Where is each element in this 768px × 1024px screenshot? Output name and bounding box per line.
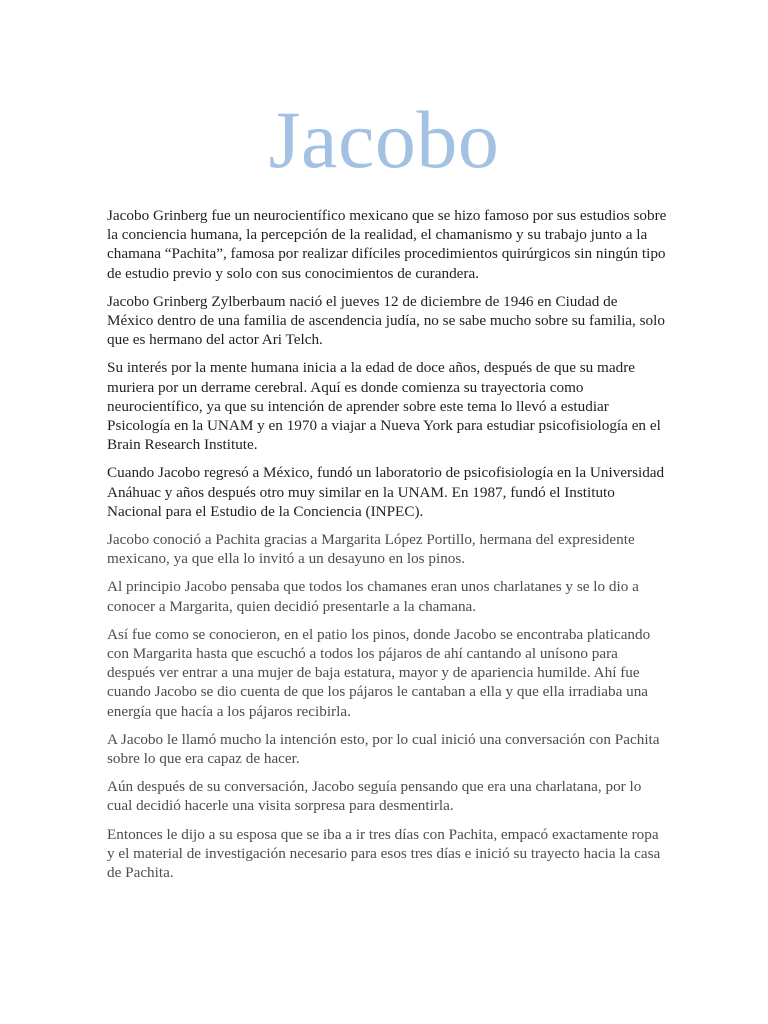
paragraph-birth: Jacobo Grinberg Zylberbaum nació el jueves 12 de diciembre de 1946 en Ciudad de México dentro de una familia de ascendencia judía, no se sabe mucho sobre su familia, solo que es hermano del actor Ari Telch. bbox=[107, 292, 665, 349]
paragraph-journey: Entonces le dijo a su esposa que se iba a ir tres días con Pachita, empacó exactamente ropa y el material de investigación necesario para esos tres días e inició su trayecto hacia la casa de Pachita. bbox=[107, 825, 661, 882]
paragraph-meeting: Jacobo conoció a Pachita gracias a Margarita López Portillo, hermana del expresidente mexicano, ya que ella lo invitó a un desayuno en los pinos. bbox=[107, 531, 635, 568]
paragraph-interest: Su interés por la mente humana inicia a la edad de doce años, después de que su madre muriera por un derrame cerebral. Aquí es donde comienza su trayectoria como neurocientífico, ya que su intención de aprender sobre este tema lo llevó a estudiar Psicología en la UNAM y en 1970 a viajar a Nueva York para estudiar psicofisiología en el Brain Research Institute. bbox=[107, 359, 661, 454]
paragraph-return: Cuando Jacobo regresó a México, fundó un laboratorio de psicofisiología en la Universidad Anáhuac y años después otro muy similar en la UNAM. En 1987, fundó el Instituto Nacional para el Estudio de la Conciencia (INPEC). bbox=[107, 464, 665, 520]
paragraph-patio: Así fue como se conocieron, en el patio los pinos, donde Jacobo se encontraba platicando con Margarita hasta que escuchó a todos los pájaros de ahí cantando al unísono para después ver entrar a una mujer de baja estatura, mayor y de apariencia humilde. Ahí fue cuando Jacobo se dio cuenta de que los pájaros le cantaban a ella y que ella irradiaba una energía que hacía a los pájaros recibirla. bbox=[107, 625, 651, 720]
paragraph-visit: Aún después de su conversación, Jacobo seguía pensando que era una charlatana, por lo cual decidió hacerle una visita sorpresa para desmentirla. bbox=[107, 778, 642, 815]
paragraph-conversation: A Jacobo le llamó mucho la intención esto, por lo cual inició una conversación con Pachita sobre lo que era capaz de hacer. bbox=[107, 730, 660, 768]
article-body bbox=[107, 206, 667, 891]
page-title: Jacobo bbox=[268, 94, 500, 185]
paragraph-intro: Jacobo Grinberg fue un neurocientífico mexicano que se hizo famoso por sus estudios sobre la conciencia humana, la percepción de la realidad, el chamanismo y su trabajo junto a la chamana “Pachita”, famosa por realizar difíciles procedimientos quirúrgicos sin ningún tipo de estudio previo y solo con sus conocimientos de curandera. bbox=[107, 207, 667, 282]
paragraph-skeptic: Al principio Jacobo pensaba que todos los chamanes eran unos charlatanes y se lo dio a conocer a Margarita, quien decidió presentarle a la chamana. bbox=[107, 578, 639, 615]
